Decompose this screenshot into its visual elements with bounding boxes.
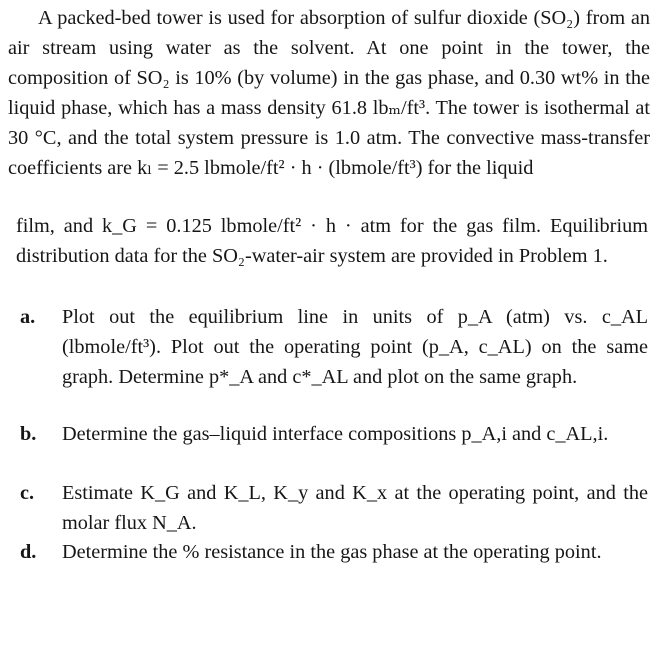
part-b [20, 420, 648, 450]
part-d [20, 538, 648, 568]
part-c-label: c. [20, 482, 35, 504]
problem-intro-continuation: film, and k_G = 0.125 lbmole/ft² · h · atm for the gas film. Equilibrium distribution data for the SO₂-water-air system are provided in Problem 1. [16, 215, 648, 267]
part-d-text: Determine the % resistance in the gas phase at the operating point. [62, 541, 602, 563]
problem-intro: A packed-bed tower is used for absorption of sulfur dioxide (SO₂) from an air stream using water as the solvent. At one point in the tower, the composition of SO₂ is 10% (by volume) in the gas phase, and 0.30 wt% in the liquid phase, which has a mass density 61.8 lbₘ/ft³. The tower is isothermal at 30 °C, and the total system pressure is 1.0 atm. The convective mass-transfer coefficients are kₗ = 2.5 lbmole/ft² · h · (lbmole/ft³) for the liquid [8, 7, 650, 179]
part-a [20, 303, 648, 393]
part-c-text: Estimate K_G and K_L, K_y and K_x at the operating point, and the molar flux N_A. [62, 482, 648, 534]
part-d-label: d. [20, 541, 37, 563]
part-c [20, 479, 648, 539]
part-b-label: b. [20, 423, 37, 445]
part-a-text: Plot out the equilibrium line in units of p_A (atm) vs. c_AL (lbmole/ft³). Plot out the operating point (p_A, c_AL) on the same graph. Determine p*_A and c*_AL and plot on the same graph. [62, 306, 648, 388]
part-b-text: Determine the gas–liquid interface compositions p_A,i and c_AL,i. [62, 423, 609, 445]
part-a-label: a. [20, 306, 36, 328]
